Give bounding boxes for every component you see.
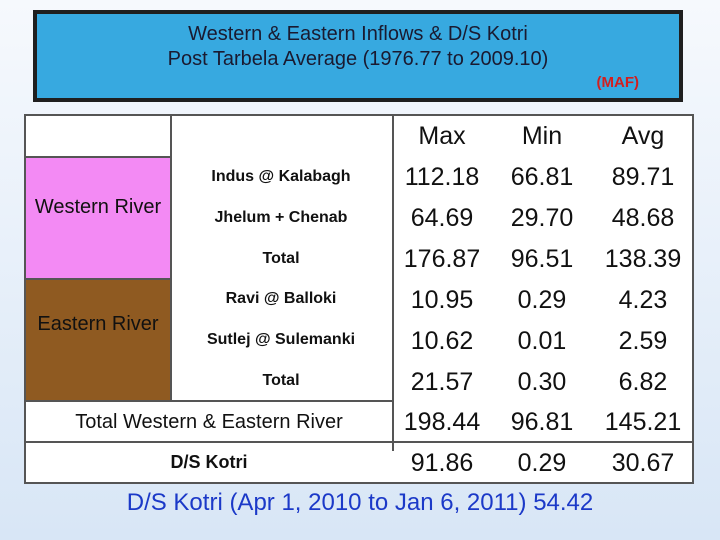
cell-min: 66.81 [510, 163, 574, 191]
divider [26, 278, 170, 280]
cell-max: 21.57 [410, 368, 474, 396]
cell-max: 10.62 [410, 327, 474, 355]
cell-avg: 6.82 [618, 368, 668, 396]
header-max: Max [418, 122, 466, 150]
cell-avg: 30.67 [611, 449, 675, 477]
title-line-2: Post Tarbela Average (1976.77 to 2009.10) [167, 48, 549, 70]
cell-min: 0.29 [517, 449, 567, 477]
eastern-river-group [26, 278, 170, 400]
title-line-1: Western & Eastern Inflows & D/S Kotri [188, 23, 528, 45]
cell-max: 112.18 [404, 163, 480, 191]
eastern-river-label: Eastern River [37, 313, 159, 335]
cell-avg: 89.71 [611, 163, 675, 191]
grand-total-label: Total Western & Eastern River [75, 411, 343, 433]
western-river-label: Western River [34, 196, 162, 218]
divider [24, 482, 694, 484]
cell-max: 91.86 [410, 449, 474, 477]
footer-note: D/S Kotri (Apr 1, 2010 to Jan 6, 2011) 54.42 [126, 489, 594, 516]
title-box [33, 10, 683, 102]
cell-min: 96.51 [510, 245, 574, 273]
cell-max: 10.95 [410, 286, 474, 314]
divider [26, 156, 170, 158]
divider [26, 400, 392, 402]
cell-min: 29.70 [510, 204, 574, 232]
divider [26, 441, 692, 443]
river-name: Sutlej @ Sulemanki [206, 331, 356, 348]
cell-avg: 138.39 [604, 245, 682, 273]
river-name: Total [262, 250, 300, 267]
cell-avg: 145.21 [604, 408, 682, 436]
cell-min: 0.30 [517, 368, 567, 396]
cell-avg: 48.68 [611, 204, 675, 232]
cell-min: 0.01 [517, 327, 567, 355]
header-min: Min [521, 122, 563, 150]
cell-avg: 2.59 [618, 327, 668, 355]
unit-label: (MAF) [596, 74, 639, 91]
cell-min: 0.29 [517, 286, 567, 314]
river-name: Indus @ Kalabagh [211, 168, 351, 185]
cell-max: 64.69 [410, 204, 474, 232]
cell-max: 176.87 [403, 245, 481, 273]
western-river-group [26, 156, 170, 278]
cell-min: 96.81 [510, 408, 574, 436]
cell-avg: 4.23 [618, 286, 668, 314]
cell-max: 198.44 [403, 408, 481, 436]
header-avg: Avg [621, 122, 665, 150]
kotri-label: D/S Kotri [170, 452, 248, 472]
river-name: Jhelum + Chenab [214, 209, 348, 226]
data-table [24, 114, 694, 484]
river-name: Ravi @ Balloki [225, 290, 337, 307]
river-name: Total [262, 372, 300, 389]
